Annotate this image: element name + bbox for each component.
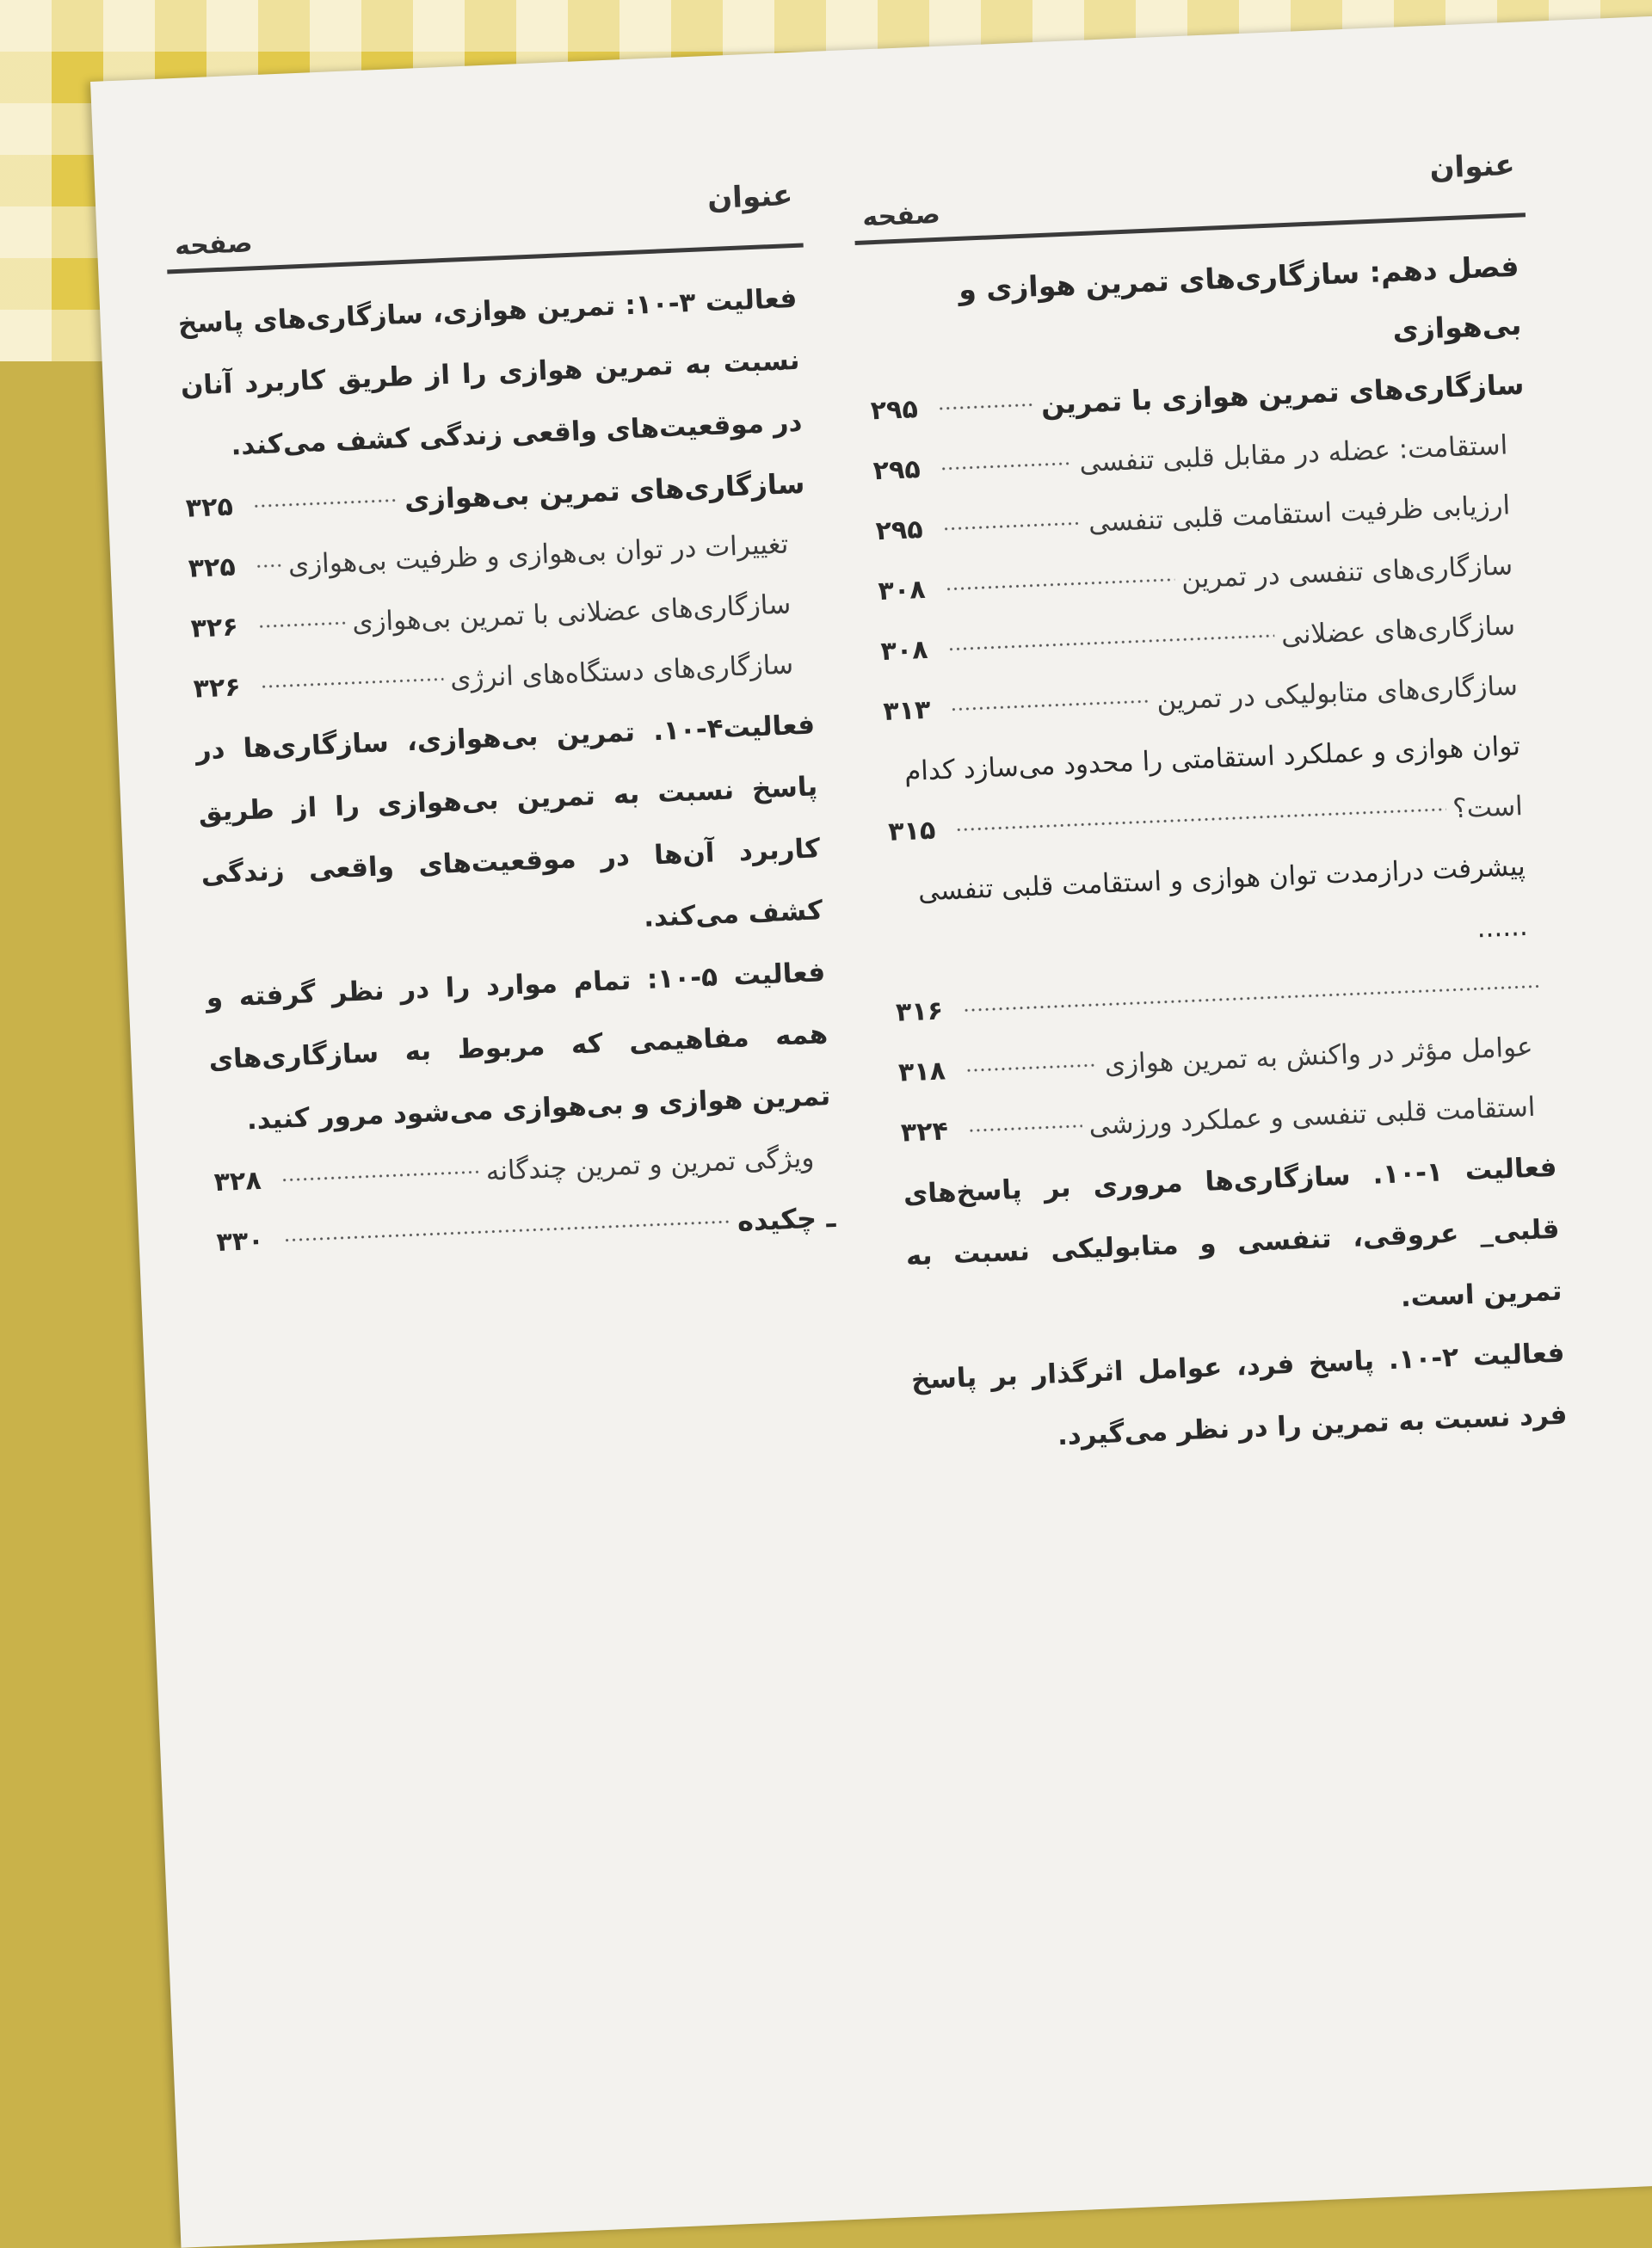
leader-dots (258, 621, 346, 628)
activity-paragraph: فعالیت ۳-۱۰: تمرین هوازی، سازگاری‌های پاسخ نسبت به تمرین هوازی را از طریق کاربرد آنان در موقعیت‌های واقعی زندگی کشف می‌کند. (177, 282, 804, 462)
leader-dots (938, 403, 1034, 410)
entry-page: ۳۱۶ (895, 995, 944, 1028)
entry-page: ۳۰۸ (879, 634, 929, 668)
entry-title: سازگاری‌های عضلانی (1280, 610, 1516, 651)
activity-paragraph: فعالیت۴-۱۰. تمرین بی‌هوازی، سازگاری‌ها در پاسخ نسبت به تمرین بی‌هوازی را از طریق کاربرد آن‌ها در موقعیت‌های واقعی زندگی کشف می‌کند. (194, 709, 823, 933)
entry-title: است؟ (1452, 791, 1524, 825)
leader-dots (947, 634, 1274, 651)
header-rule (167, 243, 804, 274)
column-header (164, 173, 804, 279)
entry-page: ۳۲۴ (900, 1116, 949, 1149)
entry-page: ۲۹۵ (874, 514, 924, 547)
entry-title: سازگاری‌های تمرین هوازی با تمرین (1040, 367, 1525, 422)
entry-title-line: پیشرفت درازمدت توان هوازی و استقامت قلبی تنفسی ...... (917, 850, 1529, 945)
leader-dots (253, 498, 398, 508)
leader-dots (940, 462, 1073, 471)
column-header (852, 142, 1526, 249)
leader-dots (281, 1170, 479, 1182)
toc-left-column (164, 173, 846, 1274)
entry-page: ۳۱۸ (897, 1056, 946, 1088)
leader-dots (965, 1063, 1098, 1072)
entry-page: ۳۲۵ (185, 491, 234, 524)
entry-title: ـ چکیده (737, 1200, 836, 1238)
entry-title-line: توان هوازی و عملکرد استقامتی را محدود می‌سازد کدام (903, 730, 1521, 788)
entry-page: ۳۱۵ (887, 815, 936, 847)
entry-title: استقامت قلبی تنفسی و عملکرد ورزشی (1088, 1091, 1537, 1142)
entry-title: سازگاری‌های دستگاه‌های انرژی (449, 649, 794, 695)
entry-page: ۲۹۵ (872, 454, 922, 487)
activity-paragraph: فعالیت ۱-۱۰. سازگاری‌ها مروری بر پاسخ‌های قلبی_ عروقی، تنفسی و متابولیکی نسبت به تمرین است. (903, 1151, 1563, 1314)
toc-right-column (852, 142, 1577, 1473)
chapter-title: فصل دهم: سازگاری‌های تمرین هوازی و بی‌هوازی (958, 249, 1523, 347)
entry-title: سازگاری‌های تمرین بی‌هوازی (404, 466, 806, 517)
entry-title: ویژگی تمرین و تمرین چندگانه (485, 1142, 815, 1187)
entry-title: استقامت: عضله در مقابل قلبی تنفسی (1078, 429, 1508, 479)
entry-page: ۳۳۰ (215, 1225, 265, 1259)
activity-paragraph: فعالیت ۲-۱۰. پاسخ فرد، عوامل اثرگذار بر پاسخ فرد نسبت به تمرین را در نظر می‌گیرد. (910, 1337, 1569, 1452)
activity-paragraph: فعالیت ۵-۱۰: تمام موارد را در نظر گرفته و همه مفاهیمی که مربوط به سازگاری‌های تمرین هوازی و بی‌هوازی می‌شود مرور کنید. (205, 957, 831, 1136)
leader-dots (955, 808, 1446, 832)
header-title: عنوان (1428, 147, 1516, 186)
entry-title: ارزیابی ظرفیت استقامت قلبی تنفسی (1088, 490, 1511, 539)
entry-page: ۳۱۳ (882, 694, 932, 728)
entry-page: ۳۲۸ (213, 1165, 262, 1198)
leader-dots (256, 564, 281, 568)
header-page-label: صفحه (861, 199, 941, 233)
header-title: عنوان (706, 177, 794, 217)
entry-page: ۳۲۶ (192, 672, 242, 705)
leader-dots (261, 677, 444, 688)
book-page (90, 15, 1652, 2247)
leader-dots (943, 521, 1082, 531)
header-page-label: صفحه (174, 228, 254, 262)
leader-dots (284, 1220, 731, 1242)
leader-dots (963, 984, 1543, 1012)
entry-page: ۳۲۵ (188, 551, 237, 584)
entry-title: سازگاری‌های تنفسی در تمرین (1180, 550, 1513, 595)
entry-title: تغییرات در توان بی‌هوازی و ظرفیت بی‌هوازی (287, 528, 789, 581)
entry-page: ۳۲۶ (190, 612, 239, 644)
leader-dots (950, 699, 1150, 711)
leader-dots (945, 578, 1174, 591)
entry-title: عوامل مؤثر در واکنش به تمرین هوازی (1104, 1031, 1534, 1081)
entry-page: ۳۰۸ (877, 574, 927, 607)
entry-title: سازگاری‌های عضلانی با تمرین بی‌هوازی (351, 588, 792, 638)
leader-dots (968, 1124, 1082, 1133)
entry-page: ۲۹۵ (870, 394, 919, 427)
entry-title: سازگاری‌های متابولیکی در تمرین (1156, 670, 1519, 717)
